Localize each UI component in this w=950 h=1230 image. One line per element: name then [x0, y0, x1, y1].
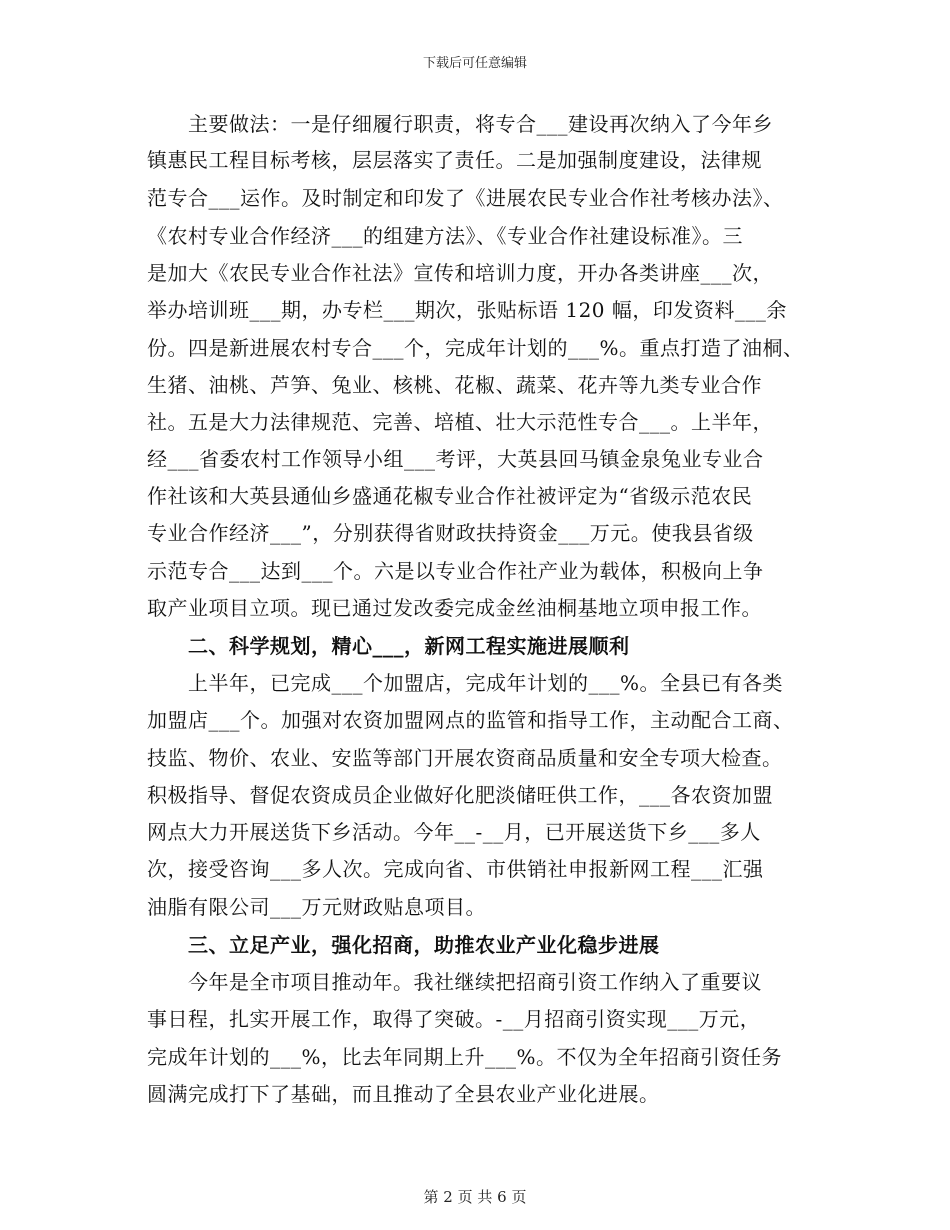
- section-heading: 三、立足产业，强化招商，助推农业产业化稳步进展: [188, 933, 660, 957]
- paragraph-line: 完成年计划的___%，比去年同期上升___%。不仅为全年招商引资任务: [147, 1045, 783, 1069]
- page-number: 第 2 页 共 6 页: [423, 1188, 527, 1206]
- paragraph-line: 经___省委农村工作领导小组___考评，大英县回马镇金泉兔业专业合: [147, 447, 764, 471]
- paragraph-line: 生猪、油桃、芦笋、兔业、核桃、花椒、蔬菜、花卉等九类专业合作: [147, 373, 762, 397]
- paragraph-line: 主要做法：一是仔细履行职责，将专合___建设再次纳入了今年乡: [188, 112, 773, 136]
- paragraph-line: 油脂有限公司___万元财政贴息项目。: [147, 895, 486, 919]
- paragraph-line: 《农村专业合作经济___的组建方法》、《专业合作社建设标准》。三: [147, 224, 743, 248]
- paragraph-line: 作社该和大英县通仙乡盛通花椒专业合作社被评定为“省级示范农民: [147, 484, 753, 508]
- paragraph-line: 镇惠民工程目标考核，层层落实了责任。二是加强制度建设，法律规: [147, 148, 762, 172]
- paragraph-line: 次，接受咨询___多人次。完成向省、市供销社申报新网工程___汇强: [147, 857, 764, 881]
- paragraph-line: 份。四是新进展农村专合___个，完成年计划的___%。重点打造了油桐、: [147, 336, 804, 360]
- paragraph-line: 网点大力开展送货下乡活动。今年__-__月，已开展送货下乡___多人: [147, 820, 761, 844]
- paragraph-line: 上半年，已完成___个加盟店，完成年计划的___%。全县已有各类: [188, 671, 784, 695]
- paragraph-line: 示范专合___达到___个。六是以专业合作社产业为载体，积极向上争: [147, 559, 764, 583]
- paragraph-line: 社。五是大力法律规范、完善、培植、壮大示范性专合___。上半年，: [147, 410, 773, 434]
- paragraph-line: 举办培训班___期，办专栏___期次，张贴标语 120 幅，印发资料___余: [147, 298, 787, 322]
- header-note: 下载后可任意编辑: [422, 56, 527, 71]
- paragraph-line: 取产业项目立项。现已通过发改委完成金丝油桐基地立项申报工作。: [147, 596, 762, 620]
- section-heading: 二、科学规划，精心___，新网工程实施进展顺利: [188, 634, 630, 658]
- paragraph-line: 技监、物价、农业、安监等部门开展农资商品质量和安全专项大检查。: [147, 746, 783, 770]
- paragraph-line: 专业合作经济___”，分别获得省财政扶持资金___万元。使我县省级: [147, 521, 754, 545]
- paragraph-line: 加盟店___个。加强对农资加盟网点的监管和指导工作，主动配合工商、: [147, 708, 794, 732]
- paragraph-line: 事日程，扎实开展工作，取得了突破。-__月招商引资实现___万元，: [147, 1007, 761, 1031]
- paragraph-line: 圆满完成打下了基础，而且推动了全县农业产业化进展。: [147, 1082, 660, 1106]
- paragraph-line: 范专合___运作。及时制定和印发了《进展农民专业合作社考核办法》、: [147, 186, 784, 210]
- paragraph-line: 今年是全市项目推动年。我社继续把招商引资工作纳入了重要议: [188, 970, 762, 994]
- paragraph-line: 是加大《农民专业合作社法》宣传和培训力度，开办各类讲座___次，: [147, 261, 773, 285]
- paragraph-line: 积极指导、督促农资成员企业做好化肥淡储旺供工作，___各农资加盟: [147, 783, 773, 807]
